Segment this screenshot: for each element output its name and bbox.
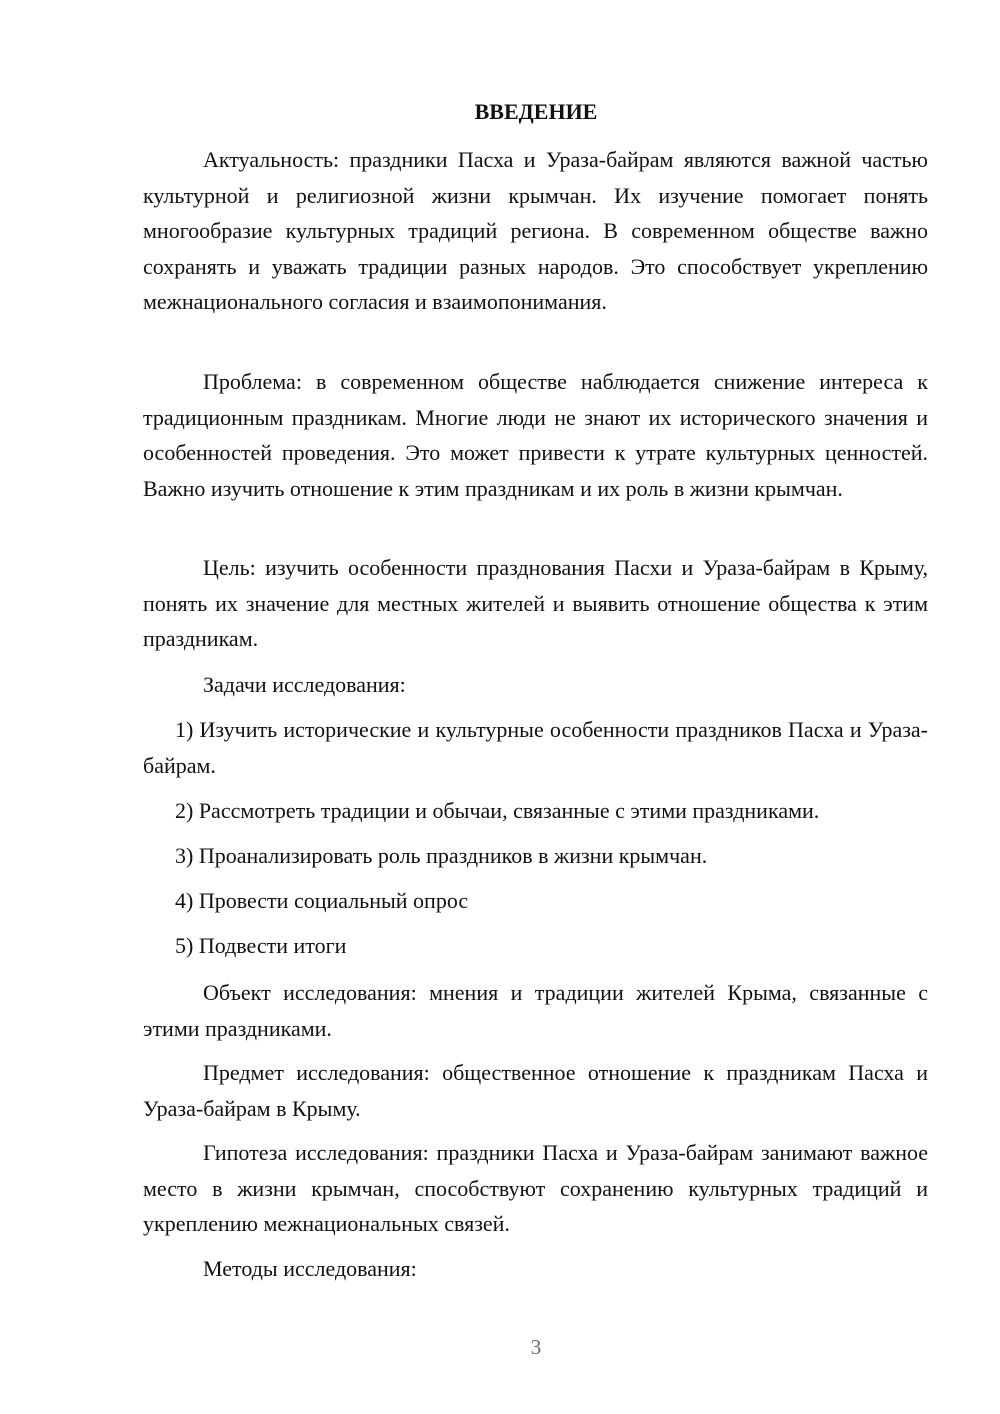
methods-heading: Методы исследования: bbox=[203, 1256, 417, 1281]
object-paragraph: Объект исследования: мнения и традиции жителей Крыма, связанные с этими праздниками. bbox=[143, 980, 928, 1041]
page-number: 3 bbox=[530, 1335, 542, 1359]
task-item: 3) Проанализировать роль праздников в жизни крымчан. bbox=[175, 843, 708, 868]
task-item: 2) Рассмотреть традиции и обычаи, связанные с этими праздниками. bbox=[175, 798, 820, 823]
hypothesis-paragraph: Гипотеза исследования: праздники Пасха и Ураза-байрам занимают важное место в жизни крымчан, способствуют сохранению культурных традиций и укреплению межнациональных связей. bbox=[143, 1140, 928, 1236]
task-item: 4) Провести социальный опрос bbox=[175, 888, 469, 913]
goal-paragraph: Цель: изучить особенности празднования Пасхи и Ураза-байрам в Крыму, понять их значение для местных жителей и выявить отношение общества к этим праздникам. bbox=[143, 555, 928, 651]
tasks-heading: Задачи исследования: bbox=[203, 672, 406, 697]
task-item: 5) Подвести итоги bbox=[175, 933, 347, 958]
subject-paragraph: Предмет исследования: общественное отношение к праздникам Пасха и Ураза-байрам в Крыму. bbox=[143, 1060, 928, 1121]
task-item: 1) Изучить исторические и культурные особенности праздников Пасха и Ураза-байрам. bbox=[143, 717, 928, 778]
problem-paragraph: Проблема: в современном обществе наблюдается снижение интереса к традиционным праздникам. Многие люди не знают их исторического значения и особенностей проведения. Это может привести к утрате культурных ценностей. Важно изучить отношение к этим праздникам и их роль в жизни крымчан. bbox=[143, 369, 928, 501]
relevance-paragraph: Актуальность: праздники Пасха и Ураза-байрам являются важной частью культурной и религиозной жизни крымчан. Их изучение помогает понять многообразие культурных традиций региона. В современном обществе важно сохранять и уважать традиции разных народов. Это способствует укреплению межнационального согласия и взаимопонимания. bbox=[143, 147, 928, 314]
section-title: ВВЕДЕНИЕ bbox=[474, 99, 598, 124]
